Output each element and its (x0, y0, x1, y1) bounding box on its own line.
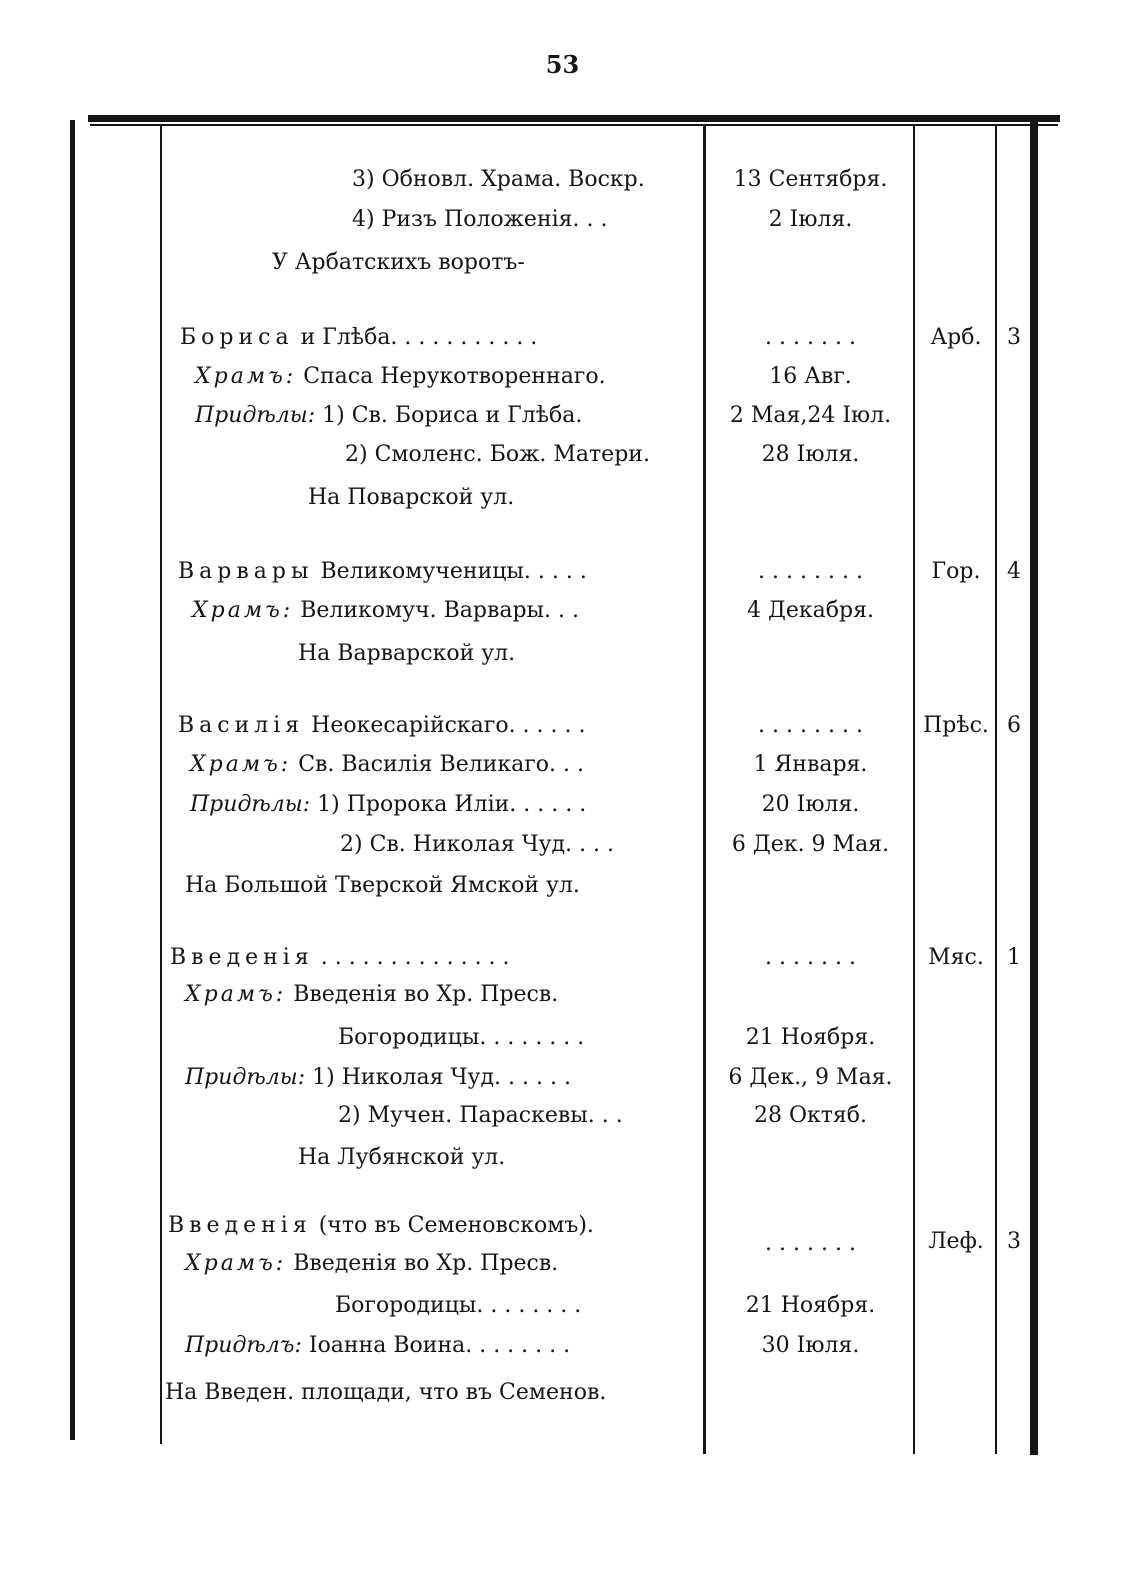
row-description: 3) Обновл. Храма. Воскр. (352, 167, 645, 192)
table-row (0, 1326, 1140, 1366)
row-number: 6 (1007, 713, 1021, 738)
row-date: 16 Авг. (769, 364, 852, 389)
table-row (0, 1138, 1140, 1178)
page-number: 53 (545, 50, 580, 79)
row-description: Введенія во Хр. Пресв. (293, 1251, 559, 1276)
top-rule (88, 115, 1060, 122)
row-date: 30 Іюля. (761, 1333, 860, 1358)
table-row (0, 1096, 1140, 1136)
table-row (0, 396, 1140, 436)
row-date: 28 Октяб. (753, 1103, 868, 1128)
row-date: . . . . . . . . (758, 559, 863, 584)
row-description: 1) Пророка Иліи. . . . . . (317, 792, 587, 817)
row-district: Леф. (928, 1229, 984, 1254)
table-row (0, 160, 1140, 200)
table-row (0, 1244, 1140, 1284)
table-row (0, 938, 1140, 978)
row-address: На Введен. площади, что въ Семенов. (165, 1380, 607, 1405)
row-description: Великомуч. Варвары. . . (300, 598, 580, 623)
row-date: . . . . . . . (765, 1231, 856, 1256)
row-date: 20 Іюля. (761, 792, 860, 817)
table-row (0, 1286, 1140, 1326)
row-number: 1 (1007, 945, 1021, 970)
row-date: . . . . . . . . (758, 713, 863, 738)
row-description: 4) Ризъ Положенія. . . (352, 207, 608, 232)
row-district: Гор. (931, 559, 981, 584)
row-date: 21 Ноября. (745, 1025, 876, 1050)
row-description: Св. Василія Великаго. . . (298, 752, 584, 777)
row-description: 1) Св. Бориса и Глѣба. (322, 403, 583, 428)
row-label: Придѣлы: (185, 1065, 306, 1090)
row-label: Храмъ: (185, 982, 287, 1007)
table-row (0, 1018, 1140, 1058)
table-row (0, 591, 1140, 631)
row-district: Мяс. (928, 945, 984, 970)
table-row (0, 745, 1140, 785)
table-row (0, 357, 1140, 397)
row-label: Придѣлы: (190, 792, 311, 817)
table-row (0, 200, 1140, 240)
row-date: 21 Ноября. (745, 1293, 876, 1318)
table-row (0, 478, 1140, 518)
row-address: На Варварской ул. (298, 641, 516, 666)
row-label: Придѣлъ: (185, 1333, 302, 1358)
row-description: 1) Николая Чуд. . . . . . (312, 1065, 571, 1090)
row-address: На Лубянской ул. (298, 1145, 506, 1170)
church-name: Введенія (168, 1213, 312, 1238)
row-date: 13 Сентября. (733, 167, 888, 192)
church-name: Варвары (178, 559, 314, 584)
row-date: 28 Іюля. (761, 442, 860, 467)
row-label: Храмъ: (195, 364, 297, 389)
row-label: Придѣлы: (195, 403, 316, 428)
row-date: 1 Января. (753, 752, 868, 777)
row-description: и Глѣба. . . . . . . . . . . (300, 325, 538, 350)
row-description: Великомученицы. . . . . (320, 559, 587, 584)
row-date: 2 Іюля. (768, 207, 853, 232)
row-label: Храмъ: (192, 598, 294, 623)
row-date: . . . . . . . (765, 945, 856, 970)
row-description: Іоанна Воина. . . . . . . . (308, 1333, 571, 1358)
row-description: Спаса Нерукотвореннаго. (303, 364, 606, 389)
row-number: 3 (1007, 325, 1021, 350)
row-address: На Поварской ул. (308, 485, 515, 510)
church-name: Введенія (170, 945, 314, 970)
table-row (0, 975, 1140, 1015)
row-description: 2) Смоленс. Бож. Матери. (345, 442, 650, 467)
table-row (0, 785, 1140, 825)
table-row (0, 1373, 1140, 1413)
table-row (0, 552, 1140, 592)
table-row (0, 706, 1140, 746)
row-label: Храмъ: (185, 1251, 287, 1276)
row-district: Прѣс. (923, 713, 989, 738)
table-row (0, 435, 1140, 475)
row-description: . . . . . . . . . . . . . . (320, 945, 510, 970)
church-name: Василія (178, 713, 305, 738)
row-description: 2) Св. Николая Чуд. . . . (340, 832, 615, 857)
row-date: 6 Дек. 9 Мая. (731, 832, 890, 857)
table-row (0, 866, 1140, 906)
row-description: Неокесарійскаго. . . . . . (311, 713, 586, 738)
row-date: 4 Декабря. (747, 598, 874, 623)
row-address: У Арбатскихъ воротъ- (272, 250, 525, 275)
row-address: На Большой Тверской Ямской ул. (185, 873, 580, 898)
row-date: . . . . . . . (765, 325, 856, 350)
row-date: 2 Мая,24 Іюл. (729, 403, 892, 428)
row-description: 2) Мучен. Параскевы. . . (338, 1103, 623, 1128)
row-label: Храмъ: (190, 752, 292, 777)
row-district: Арб. (930, 325, 982, 350)
row-number: 4 (1007, 559, 1021, 584)
row-date: 6 Дек., 9 Мая. (728, 1065, 893, 1090)
table-row (0, 825, 1140, 865)
row-description: Богородицы. . . . . . . . (335, 1293, 582, 1318)
table-row (0, 1058, 1140, 1098)
row-number: 3 (1007, 1229, 1021, 1254)
table-row (0, 243, 1140, 283)
table-row (0, 634, 1140, 674)
table-row (0, 1206, 1140, 1256)
row-description: (что въ Семеновскомъ). (318, 1213, 594, 1238)
church-name: Бориса (180, 325, 294, 350)
row-description: Введенія во Хр. Пресв. (293, 982, 559, 1007)
table-row (0, 318, 1140, 358)
row-description: Богородицы. . . . . . . . (338, 1025, 585, 1050)
